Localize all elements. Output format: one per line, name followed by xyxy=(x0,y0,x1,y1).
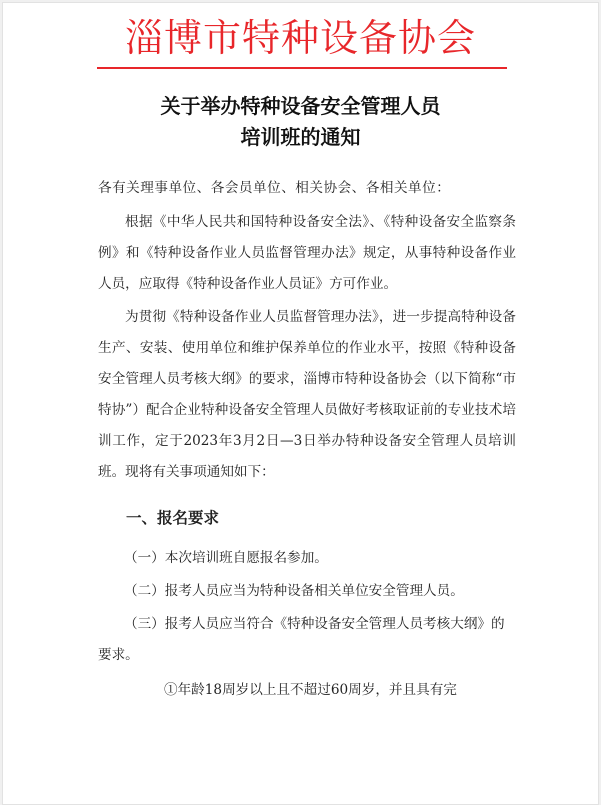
paragraph-2: 为贯彻《特种设备作业人员监督管理办法》，进一步提高特种设备生产、安装、使用单位和维护保养单位的作业水平，按照《特种设备安全管理人员考核大纲》的要求，淄博市特种设备协会（以下简称“市特协”）配合企业特种设备安全管理人员做好考核取证前的专业技术培训工作，定于2023年3月2日—3日举办特种设备安全管理人员培训班。现将有关事项通知如下： xyxy=(98,309,516,480)
requirement-item-3: （三）报考人员应当符合《特种设备安全管理人员考核大纲》的要求。 xyxy=(98,616,505,663)
section-heading: 一、报名要求 xyxy=(126,508,220,527)
requirement-sub-item-1: ①年龄18周岁以上且不超过60周岁，并且具有完 xyxy=(164,682,457,698)
salutation: 各有关理事单位、各会员单位、相关协会、各相关单位： xyxy=(98,180,451,196)
org-header: 淄博市特种设备协会 xyxy=(124,16,476,60)
title-line-1: 关于举办特种设备安全管理人员 xyxy=(160,94,441,118)
title-line-2: 培训班的通知 xyxy=(240,125,361,149)
requirement-item-2: （二）报考人员应当为特种设备相关单位安全管理人员。 xyxy=(124,583,464,599)
document-page xyxy=(2,2,599,805)
requirement-item-1: （一）本次培训班自愿报名参加。 xyxy=(124,550,328,566)
paragraph-1: 根据《中华人民共和国特种设备安全法》、《特种设备安全监察条例》和《特种设备作业人员监督管理办法》规定，从事特种设备作业人员，应取得《特种设备作业人员证》方可作业。 xyxy=(98,214,516,292)
document-title xyxy=(3,91,598,153)
document-body xyxy=(98,173,516,706)
red-divider xyxy=(97,67,507,69)
